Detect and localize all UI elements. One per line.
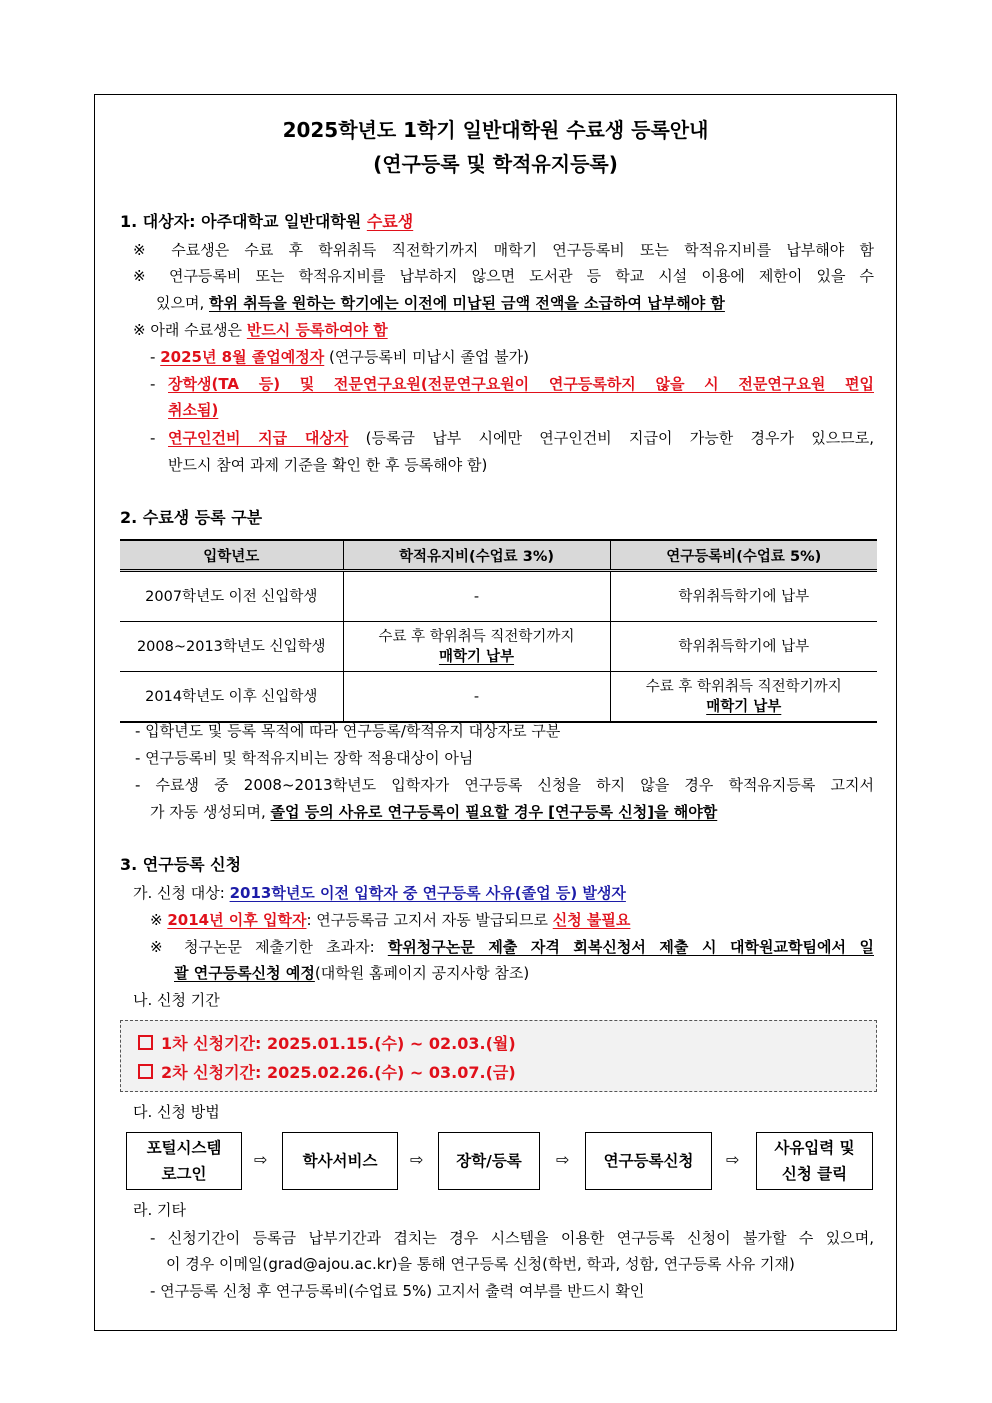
target-highlight: 수료생 [366, 212, 414, 231]
bullet-scholarship-dash: - [150, 375, 156, 393]
section2-note3-line2: 가 자동 생성되며, 졸업 등의 사유로 연구등록이 필요할 경우 [연구등록 신청]을 해야함 [150, 803, 718, 821]
checkbox-icon [138, 1064, 153, 1079]
document-title: 2025학년도 1학기 일반대학원 수료생 등록안내 [282, 118, 709, 142]
apply-target-note1: ※ 2014년 이후 입학자: 연구등록금 고지서 자동 발급되므로 신청 불필요 [150, 911, 631, 929]
apply-period-box [120, 1020, 877, 1092]
section3-heading: 3. 연구등록 신청 [120, 855, 242, 874]
period-1: 1차 신청기간: 2025.01.15.(수) ~ 02.03.(월) [138, 1031, 516, 1054]
section2-note1: - 입학년도 및 등록 목적에 따라 연구등록/학적유지 대상자로 구분 [135, 722, 561, 740]
section2-heading: 2. 수료생 등록 구분 [120, 508, 263, 527]
cell-maintain: - [343, 672, 610, 723]
cell-year: 2007학년도 이전 신입학생 [120, 571, 343, 622]
section2-note3-line1: - 수료생 중 2008~2013학년도 입학자가 연구등록 신청을 하지 않을 경우 학적유지등록 고지서 [135, 776, 874, 794]
cell-year: 2008~2013학년도 신입학생 [120, 622, 343, 672]
etc-note1-line2: 이 경우 이메일(grad@ajou.ac.kr)을 통해 연구등록 신청(학번, 학과, 성함, 연구등록 사유 기재) [166, 1255, 795, 1273]
bullet-labor-line2: 반드시 참여 과제 기준을 확인 한 후 등록해야 함) [168, 456, 488, 474]
arrow-right-icon: ⇨ [254, 1150, 268, 1169]
apply-target-note2-line1: ※ 청구논문 제출기한 초과자: 학위청구논문 제출 자격 회복신청서 제출 시 대학원교학팀에서 일 [150, 938, 874, 956]
table-header-row [120, 540, 877, 571]
bullet-labor-dash: - [150, 429, 156, 447]
column-header-year: 입학년도 [120, 540, 343, 571]
step-research-registration: 연구등록신청 [585, 1132, 712, 1190]
etc-note1-line1: - 신청기간이 등록금 납부기간과 겹치는 경우 시스템을 이용한 연구등록 신청이 불가할 수 있으며, [150, 1229, 874, 1247]
bullet-graduates: - 2025년 8월 졸업예정자 (연구등록비 미납시 졸업 불가) [150, 348, 529, 366]
section1-note3: ※ 아래 수료생은 반드시 등록하여야 함 [133, 321, 388, 339]
section2-note2: - 연구등록비 및 학적유지비는 장학 적용대상이 아님 [135, 749, 474, 767]
etc-heading: 라. 기타 [133, 1201, 187, 1219]
etc-note2: - 연구등록 신청 후 연구등록비(수업료 5%) 고지서 출력 여부를 반드시 확인 [150, 1282, 645, 1300]
bullet-labor-line1: 연구인건비 지급 대상자 (등록금 납부 시에만 연구인건비 지급이 가능한 경우가 있으므로, [168, 429, 874, 447]
arrow-right-icon: ⇨ [410, 1150, 424, 1169]
bullet-scholarship-line1: 장학생(TA 등) 및 전문연구요원(전문연구요원이 연구등록하지 않을 시 전문연구요원 편입 [168, 375, 874, 393]
step-academic-service: 학사서비스 [282, 1132, 398, 1190]
cell-year: 2014학년도 이후 신입학생 [120, 672, 343, 723]
apply-target: 가. 신청 대상: 2013학년도 이전 입학자 중 연구등록 사유(졸업 등) 발생자 [133, 884, 626, 902]
section1-note1: ※ 수료생은 수료 후 학위취득 직전학기까지 매학기 연구등록비 또는 학적유지비를 납부해야 함 [133, 241, 874, 259]
period-2: 2차 신청기간: 2025.02.26.(수) ~ 03.07.(금) [138, 1060, 516, 1083]
cell-maintain: - [343, 571, 610, 622]
section1-note2-line1: ※ 연구등록비 또는 학적유지비를 납부하지 않으면 도서관 등 학교 시설 이용에 제한이 있을 수 [133, 267, 874, 285]
arrow-right-icon: ⇨ [726, 1150, 740, 1169]
cell-maintain: 수료 후 학위취득 직전학기까지 매학기 납부 [343, 622, 610, 672]
apply-period-heading: 나. 신청 기간 [133, 991, 220, 1009]
column-header-maintain: 학적유지비(수업료 3%) [343, 540, 610, 571]
registration-table [120, 539, 877, 723]
must-register-notice: 반드시 등록하여야 함 [246, 321, 388, 339]
table-row [120, 622, 877, 672]
table-row [120, 571, 877, 622]
column-header-research: 연구등록비(수업료 5%) [610, 540, 877, 571]
bullet-scholarship-line2: 취소됨) [168, 401, 219, 419]
cell-research: 학위취득학기에 납부 [610, 622, 877, 672]
section1-note2-line2: 있으며, 학위 취득을 원하는 학기에는 이전에 미납된 금액 전액을 소급하여 납부해야 함 [156, 294, 725, 312]
retroactive-payment-notice: 학위 취득을 원하는 학기에는 이전에 미납된 금액 전액을 소급하여 납부해야 함 [209, 294, 725, 312]
step-portal-login: 포털시스템 로그인 [126, 1132, 242, 1190]
cell-research: 수료 후 학위취득 직전학기까지 매학기 납부 [610, 672, 877, 723]
apply-method-heading: 다. 신청 방법 [133, 1103, 220, 1121]
cell-research: 학위취득학기에 납부 [610, 571, 877, 622]
step-scholarship-registration: 장학/등록 [438, 1132, 540, 1190]
section1-heading: 1. 대상자: 아주대학교 일반대학원 수료생 [120, 212, 414, 231]
document-subtitle: (연구등록 및 학적유지등록) [373, 152, 618, 176]
arrow-right-icon: ⇨ [556, 1150, 570, 1169]
checkbox-icon [138, 1035, 153, 1050]
table-row [120, 672, 877, 723]
step-enter-reason: 사유입력 및 신청 클릭 [756, 1132, 873, 1190]
apply-target-note2-line2: 괄 연구등록신청 예정(대학원 홈페이지 공지사항 참조) [174, 964, 530, 982]
